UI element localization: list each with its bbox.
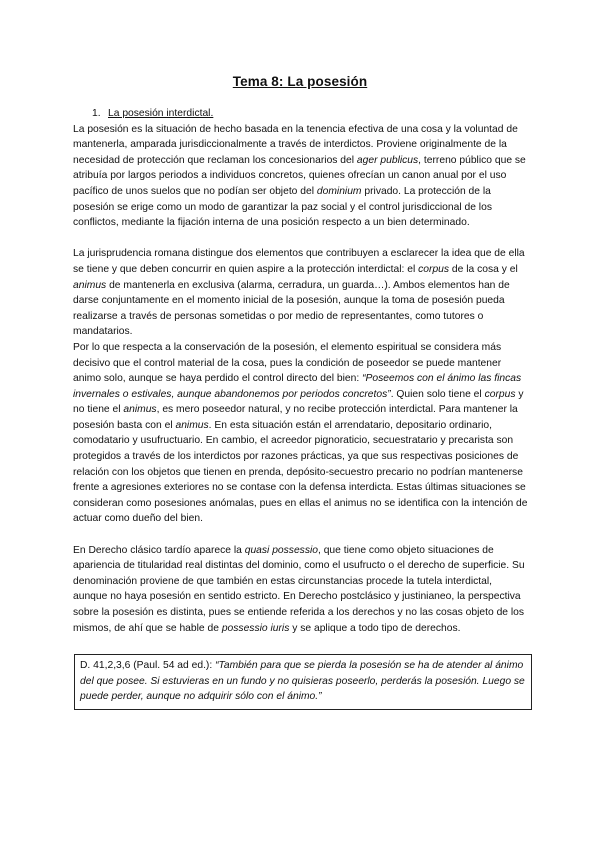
page-title: Tema 8: La posesión xyxy=(232,74,368,89)
p4-term-quasi-possessio: quasi possessio xyxy=(244,544,318,556)
p4-term-possessio-iuris: possessio iuris xyxy=(221,622,290,634)
p3-text-i: . En esta situación están el arrendatario, depositario ordinario, comodatario y usufructuario. En cambio, el acreedor pignoraticio, secuestratario y precarista son protegidos a través de los interdictos por razones prácticas, ya que sus respectivas posiciones de relación con los objetos que tienen en prenda, depósito-secuestro precario no podrían mantenerse frente a agresiones exteriores no se contase con la defensa interdicta. Estas últimas situaciones se consideran como posesiones anómalas, pues en ellas el animus no se identifica con la intención de actuar como dueño del bien. xyxy=(73,419,528,525)
paragraph-3 xyxy=(73,340,529,527)
p3-text-e: y no tiene el xyxy=(73,388,524,416)
paragraph-2 xyxy=(73,246,529,340)
p3-term-animus: animus xyxy=(123,404,157,416)
p3-text-a: Por lo que respecta a la conservación de la posesión, el elemento espiritual se considera más decisivo que el control material de la cosa, pues la condición de poseedor se puede mantener animo solo, aunque se haya perdido el control directo del bien: xyxy=(73,341,502,385)
p4-text-a: En Derecho clásico tardío aparece la xyxy=(73,544,245,556)
paragraph-4 xyxy=(73,543,529,637)
quote-box xyxy=(74,654,532,710)
p4-text-c: , que tiene como objeto situaciones de apariencia de titularidad real distintas del dominio, como el usufructo o el derecho de superficie. Su denominación proviene de que también en estas circunstancias procede la tutela interdictal, aunque no haya posesión en sentido estricto. En Derecho postclásico y justinianeo, la perspectiva sobre la posesión es distinta, pues se entiende referida a los derechos y no las cosas objeto de los mismos, de ahí que se hable de xyxy=(73,544,525,634)
p2-text-e: de mantenerla en exclusiva (alarma, cerradura, un guarda…). Ambos elementos han de darse conjuntamente en el momento inicial de la posesión, aunque la toma de posesión pueda realizarse a través de personas sometidas o por medio de representantes, como tutores o mandatarios. xyxy=(73,279,510,338)
p2-text-a: La jurisprudencia romana distingue dos elementos que contribuyen a esclarecer la idea que de ella se tiene y que deben concurrir en quien aspire a la protección interdictal: el xyxy=(73,248,525,275)
p1-text-a: La posesión es la situación de hecho basada en la tenencia efectiva de una cosa y la voluntad de mantenerla, amparada jurisdiccionalmente a través de interdictos. Proviene originalmente de la necesidad de protección que reclaman los concesionarios del xyxy=(73,123,518,166)
quote-text: “También para que se pierda la posesión se ha de atender al ánimo del que posee. Si estuvieras en un fundo y no quisieras poseerlo, perderás la posesión. Luego se puede perder, aunque no adquirir sólo con el ánimo.” xyxy=(80,660,525,703)
p3-term-corpus: corpus xyxy=(484,388,516,400)
p1-text-e: privado. La protección de la posesión se erige como un modo de garantizar la paz social y el control jurisdiccional de los conflictos, mediante la fijación interna de una posición respecto a un bien determinado. xyxy=(73,185,492,229)
p2-term-corpus: corpus xyxy=(418,263,450,275)
p2-text-c: de la cosa y el xyxy=(449,263,518,275)
section-number: 1. xyxy=(92,108,101,119)
paragraph-1 xyxy=(73,122,529,231)
p3-quote-inline: “Poseemos con el ánimo las fincas invernales o estivales, aunque abandonemos por periodos concretos” xyxy=(73,373,522,400)
p3-text-g: , es mero poseedor natural, y no recibe protección interdictal. Para mantener la posesión basta con el xyxy=(73,404,518,431)
p3-term-animus-2: animus xyxy=(175,419,209,431)
p4-text-e: y se aplique a todo tipo de derechos. xyxy=(289,622,461,634)
p1-term-dominium: dominium xyxy=(316,185,362,197)
section-title: La posesión interdictal. xyxy=(108,108,214,119)
p1-text-c: , terreno público que se atribuía por largos periodos a individuos concretos, quienes ofrecían un canon anual por el uso pacífico de unos suelos que no podían ser objeto del xyxy=(73,154,526,197)
section-heading xyxy=(92,106,529,122)
p3-text-c: . Quien solo tiene el xyxy=(390,388,485,400)
document-body xyxy=(73,106,529,710)
quote-reference: D. 41,2,3,6 (Paul. 54 ad ed.): xyxy=(80,660,216,672)
p1-term-ager-publicus: ager publicus xyxy=(356,154,419,166)
p2-term-animus: animus xyxy=(73,279,107,291)
